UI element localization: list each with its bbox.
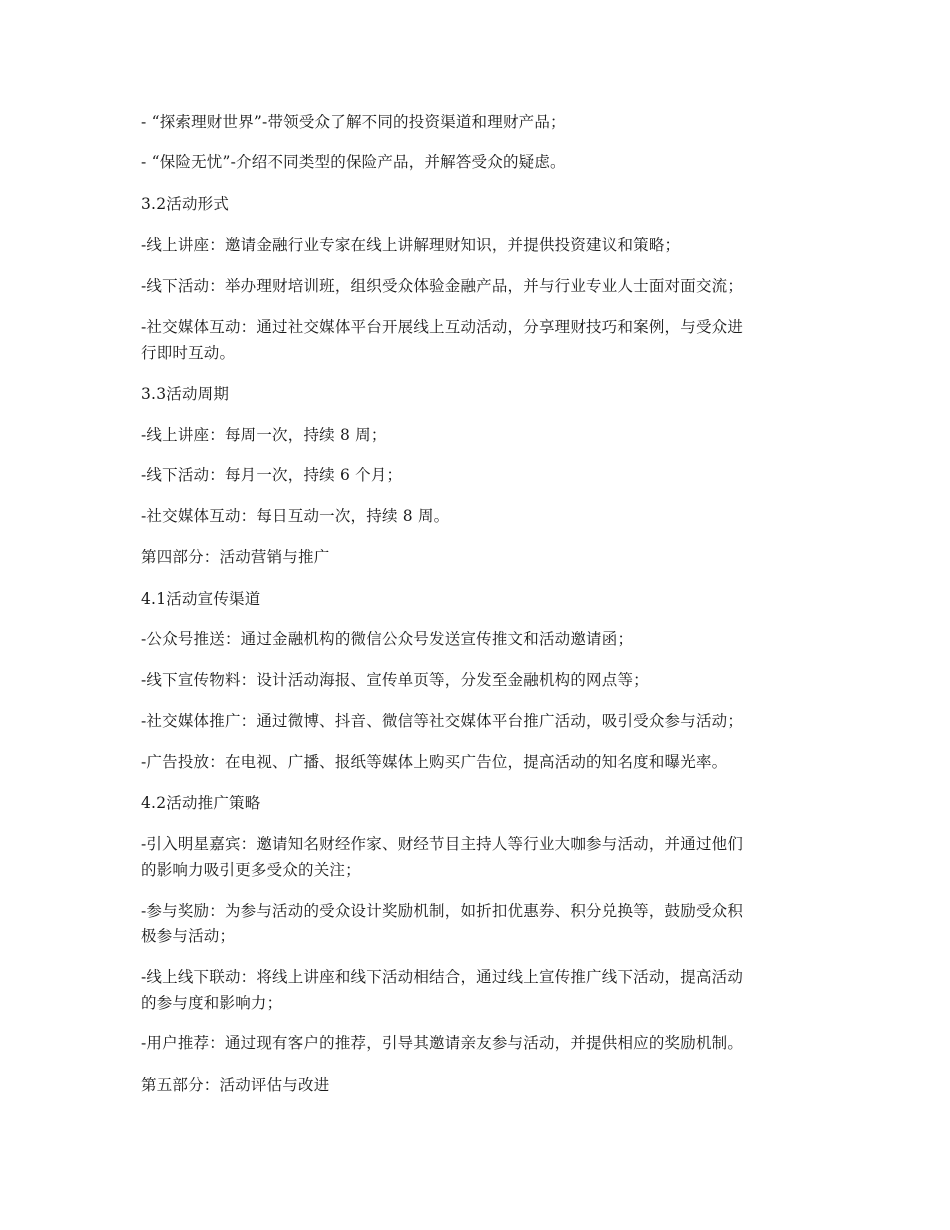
- text-line: -广告投放：在电视、广播、报纸等媒体上购买广告位，提高活动的知名度和曝光率。: [141, 753, 728, 771]
- text-line: -线下宣传物料：设计活动海报、宣传单页等，分发至金融机构的网点等；: [141, 671, 649, 689]
- section-heading: 4.1活动宣传渠道: [141, 590, 261, 608]
- part-heading: 第四部分：活动营销与推广: [141, 548, 330, 566]
- text-line: -社交媒体推广：通过微博、抖音、微信等社交媒体平台推广活动，吸引受众参与活动；: [141, 712, 744, 730]
- section-heading: 3.3活动周期: [141, 385, 230, 403]
- section-heading: 3.2活动形式: [141, 195, 230, 213]
- text-line: -线上讲座：每周一次，持续 8 周；: [141, 426, 387, 444]
- text-line: -线上线下联动：将线上讲座和线下活动相结合，通过线上宣传推广线下活动，提高活动: [141, 968, 744, 986]
- text-line: 的参与度和影响力；: [141, 994, 283, 1012]
- text-line: -社交媒体互动：每日互动一次，持续 8 周。: [141, 507, 450, 525]
- part-heading: 第五部分：活动评估与改进: [141, 1076, 330, 1094]
- text-line: -公众号推送：通过金融机构的微信公众号发送宣传推文和活动邀请函；: [141, 630, 634, 648]
- text-line: 极参与活动；: [141, 927, 236, 945]
- text-line: -线上讲座：邀请金融行业专家在线上讲解理财知识，并提供投资建议和策略；: [141, 236, 681, 254]
- text-line: -引入明星嘉宾：邀请知名财经作家、财经节目主持人等行业大咖参与活动，并通过他们: [141, 835, 744, 853]
- text-line: -线下活动：每月一次，持续 6 个月；: [141, 466, 403, 484]
- text-line: - “探索理财世界”-带领受众了解不同的投资渠道和理财产品；: [141, 113, 566, 131]
- text-line: 的影响力吸引更多受众的关注；: [141, 861, 361, 879]
- text-line: - “保险无忧”-介绍不同类型的保险产品，并解答受众的疑虑。: [141, 153, 566, 171]
- text-line: -线下活动：举办理财培训班，组织受众体验金融产品，并与行业专业人士面对面交流；: [141, 277, 744, 295]
- text-line: -社交媒体互动：通过社交媒体平台开展线上互动活动，分享理财技巧和案例，与受众进: [141, 318, 744, 336]
- text-line: 行即时互动。: [141, 344, 236, 362]
- text-line: -参与奖励：为参与活动的受众设计奖励机制，如折扣优惠券、积分兑换等，鼓励受众积: [141, 902, 744, 920]
- section-heading: 4.2活动推广策略: [141, 794, 261, 812]
- text-line: -用户推荐：通过现有客户的推荐，引导其邀请亲友参与活动，并提供相应的奖励机制。: [141, 1034, 744, 1052]
